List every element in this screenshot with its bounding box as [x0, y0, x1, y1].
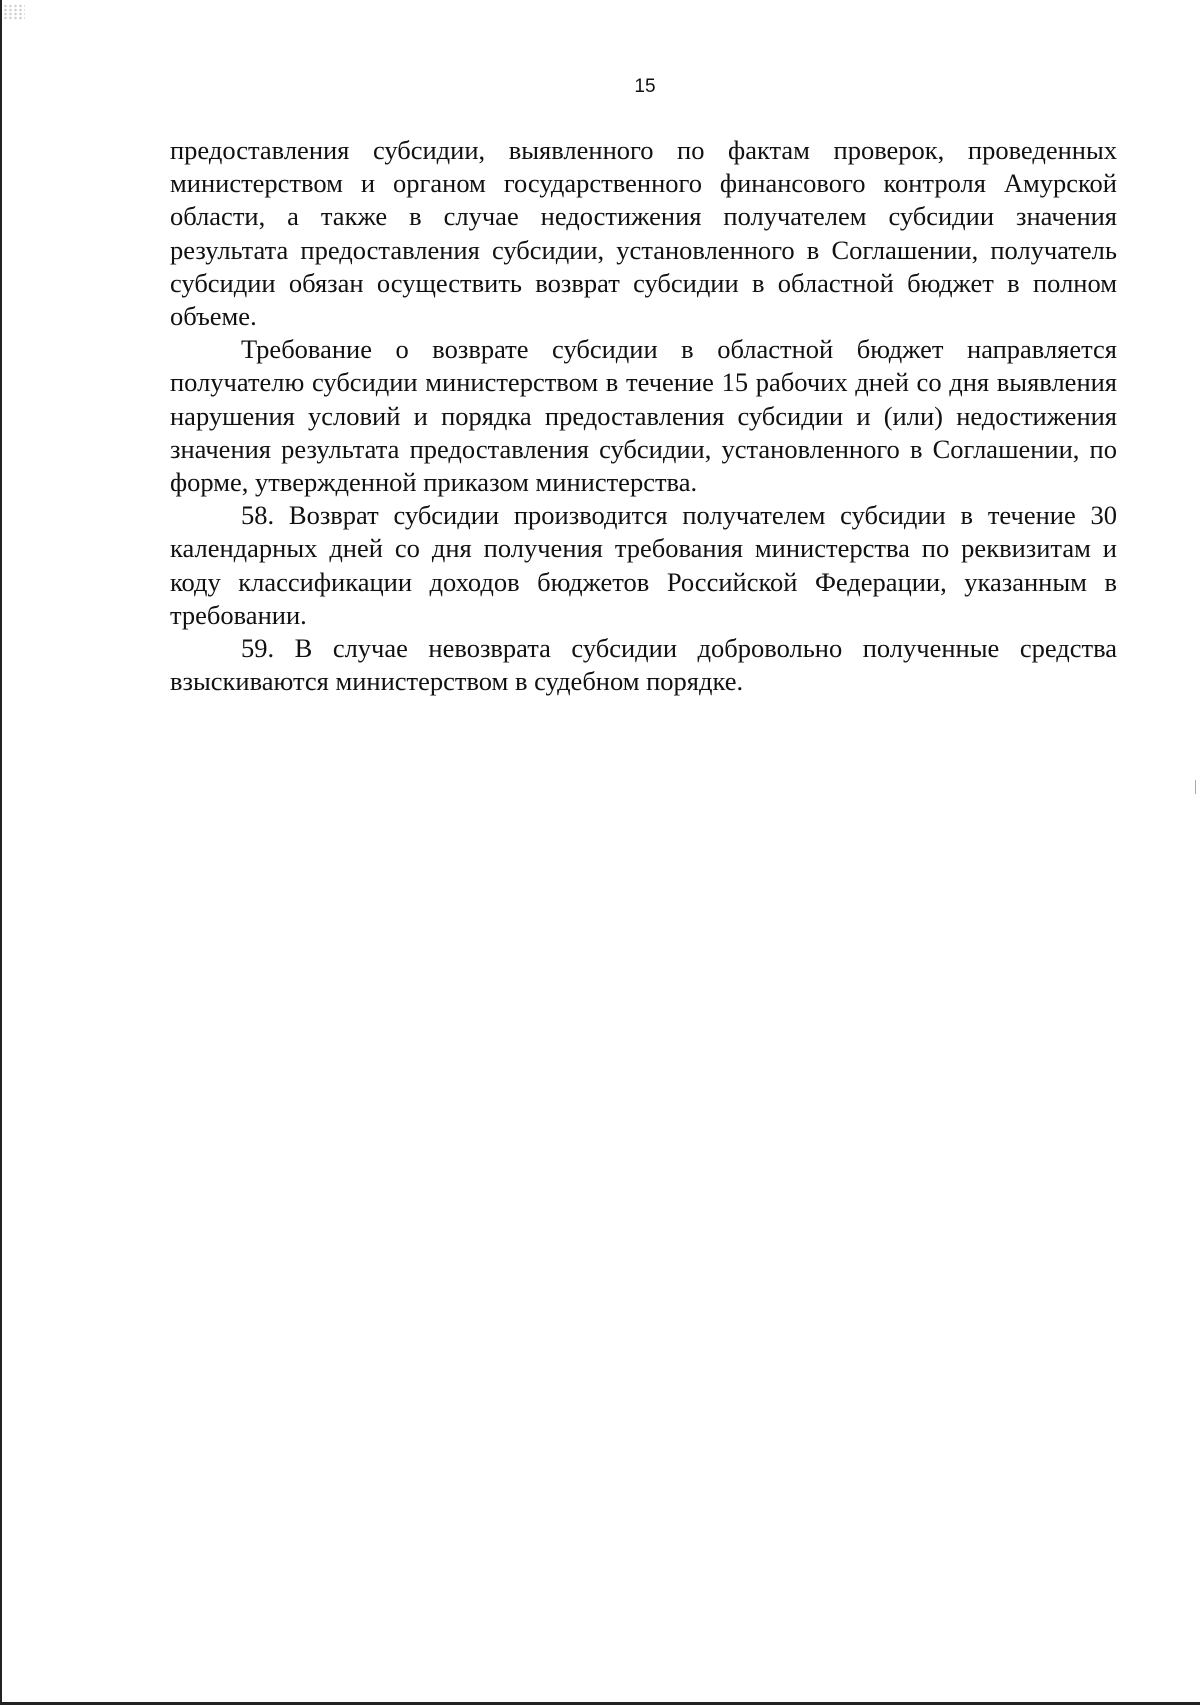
paragraph-return-requirement: Требование о возврате субсидии в областной бюджет направляется получателю субсидии министерством в течение 15 рабочих дней со дня выявления нарушения условий и порядка предоставления субсидии и (или) недостижения значения результата предоставления субсидии, установленного в Соглашении, по форме, утвержденной приказом министерства.	[170, 334, 1117, 498]
paragraph-58: 58. Возврат субсидии производится получателем субсидии в течение 30 календарных дней со дня получения требования министерства по реквизитам и коду классификации доходов бюджетов Российской Федерации, указанным в требовании.	[170, 500, 1117, 630]
page-number: 15	[634, 76, 656, 97]
scan-mark	[1195, 780, 1196, 794]
document-body	[170, 134, 1117, 698]
paragraph-continuation: предоставления субсидии, выявленного по фактам проверок, проведенных министерством и органом государственного финансового контроля Амурской области, а также в случае недостижения получателем субсидии значения результата предоставления субсидии, установленного в Соглашении, получатель субсидии обязан осуществить возврат субсидии в областной бюджет в полном объеме.	[170, 135, 1117, 332]
paragraph-59: 59. В случае невозврата субсидии добровольно полученные средства взыскиваются министерством в судебном порядке.	[170, 633, 1117, 697]
scan-noise	[3, 4, 25, 20]
scan-border-left	[0, 0, 2, 1705]
